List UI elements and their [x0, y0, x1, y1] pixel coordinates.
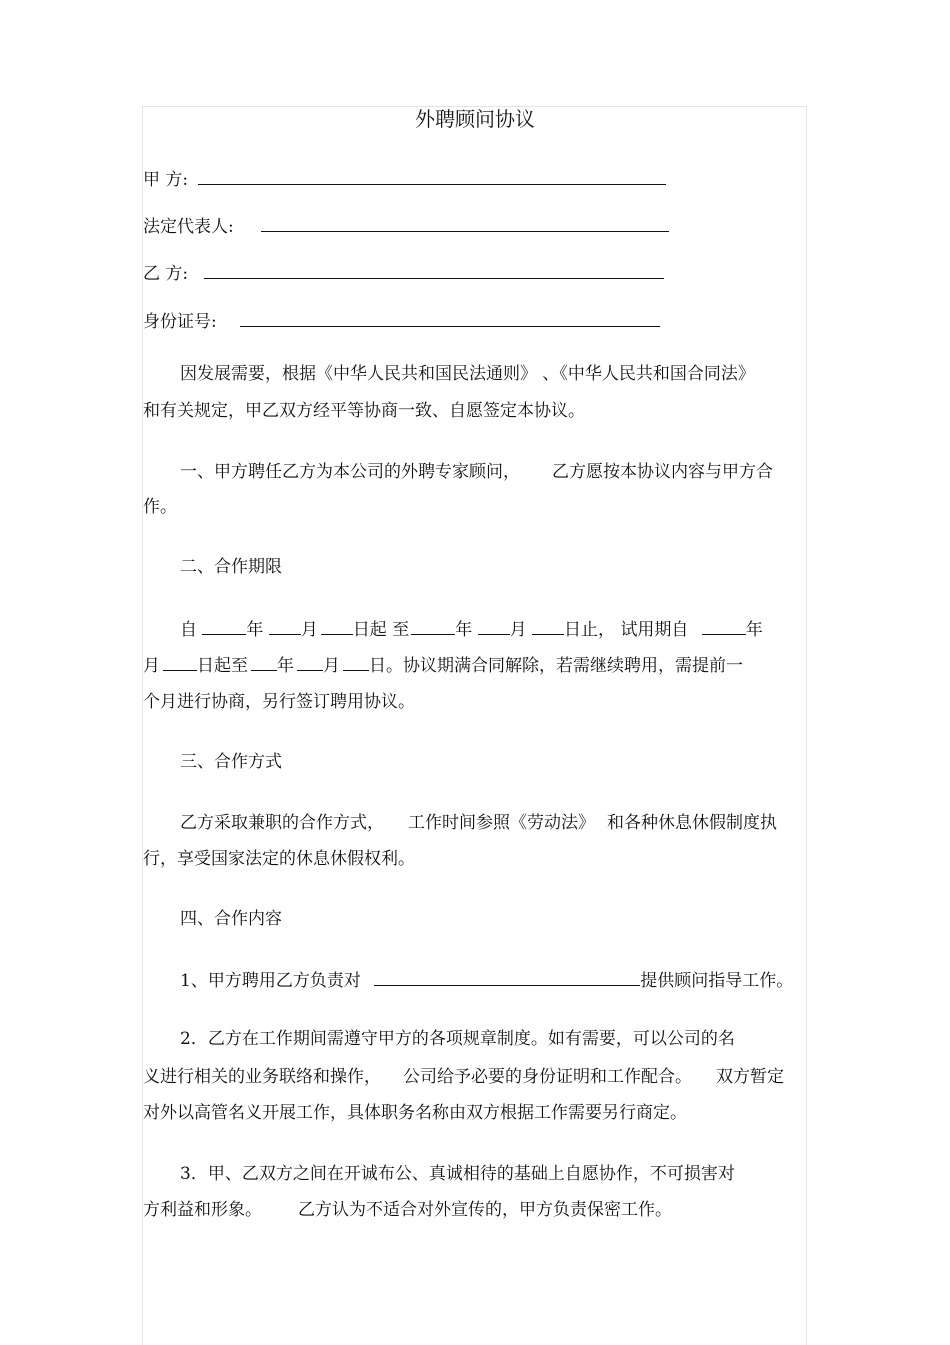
item1-blank[interactable]: [374, 968, 640, 986]
period-line-1: [180, 617, 763, 641]
party-a-label: 甲 方:: [143, 170, 189, 190]
day-end-label: 日止，: [564, 620, 616, 640]
period-line-3: 个月进行协商，另行签订聘用协议。: [143, 692, 415, 712]
item2-line-3: 对外以高管名义开展工作，具体职务名称由双方根据工作需要另行商定。: [143, 1103, 687, 1123]
intro-line-1: 因发展需要，根据《中华人民共和国民法通则》 、《中华人民共和国合同法》: [180, 364, 755, 384]
end-year-blank[interactable]: [411, 617, 455, 635]
item3-line-2: [143, 1199, 672, 1221]
year-label: 年: [455, 620, 473, 640]
trial-from-label: 试用期自: [620, 620, 689, 640]
item2-line-2: [143, 1066, 784, 1088]
year-label: 年: [277, 656, 294, 676]
clause1-text-b: 乙方愿按本协议内容与甲方合: [552, 462, 773, 482]
item2-text-c: 双方暂定: [716, 1067, 784, 1087]
id-blank-1[interactable]: [240, 309, 412, 327]
party-b-label: 乙 方:: [143, 264, 189, 284]
clause1-line-2: 作。: [143, 497, 177, 517]
trial-to-label: 日起至: [197, 656, 248, 676]
end-day-blank[interactable]: [532, 617, 564, 635]
party-b-row: [143, 261, 664, 285]
id-label: 身份证号:: [143, 312, 217, 332]
document-title: 外聘顾问协议: [415, 107, 535, 131]
legal-rep-label: 法定代表人:: [143, 217, 234, 237]
year-label: 年: [745, 620, 763, 640]
year-label: 年: [246, 620, 264, 640]
legal-rep-row: [143, 214, 669, 238]
heading-cooperation-mode: 三、合作方式: [180, 752, 282, 772]
item3-line-1: 3．甲、乙双方之间在开诚布公、真诚相待的基础上自愿协作，不可损害对: [180, 1164, 735, 1184]
page-frame: [142, 106, 807, 1345]
party-b-blank[interactable]: [204, 261, 664, 279]
mode-line-2: 行，享受国家法定的休息休假权利。: [143, 849, 415, 869]
mode-text-b: 工作时间参照《劳动法》: [408, 813, 595, 833]
month-label: 月: [300, 620, 318, 640]
item3-text-a: 方利益和形象。: [143, 1200, 262, 1220]
id-blank-2[interactable]: [412, 309, 660, 327]
trial-end-month-blank[interactable]: [297, 653, 323, 671]
item1-prefix: 1、甲方聘用乙方负责对: [180, 971, 361, 991]
heading-cooperation-content: 四、合作内容: [180, 909, 282, 929]
month-label: 月: [323, 656, 340, 676]
item2-text-a: 义进行相关的业务联络和操作，: [143, 1067, 381, 1087]
intro-line-2: 和有关规定，甲乙双方经平等协商一致、自愿签定本协议。: [143, 401, 585, 421]
start-year-blank[interactable]: [202, 617, 246, 635]
id-row: [143, 309, 660, 333]
trial-end-year-blank[interactable]: [251, 653, 277, 671]
party-a-blank[interactable]: [198, 167, 666, 185]
day-start-label: 日起: [352, 620, 387, 640]
to-label: 至: [392, 620, 410, 640]
mode-text-a: 乙方采取兼职的合作方式，: [180, 813, 384, 833]
mode-text-c: 和各种休息休假制度执: [607, 813, 777, 833]
item2-line-1: 2．乙方在工作期间需遵守甲方的各项规章制度。如有需要，可以公司的名: [180, 1029, 735, 1049]
item3-text-b: 乙方认为不适合对外宣传的，甲方负责保密工作。: [298, 1200, 672, 1220]
period-from-label: 自: [180, 620, 197, 640]
clause1-line-1: [180, 461, 773, 483]
item1-suffix: 提供顾问指导工作。: [640, 971, 794, 991]
month-label: 月: [143, 656, 160, 676]
end-month-blank[interactable]: [478, 617, 510, 635]
legal-rep-blank[interactable]: [261, 214, 669, 232]
period-line-2: [143, 653, 743, 677]
item2-text-b: 公司给予必要的身份证明和工作配合。: [403, 1067, 692, 1087]
heading-cooperation-period: 二、合作期限: [180, 557, 282, 577]
month-label: 月: [509, 620, 527, 640]
clause1-text-a: 一、甲方聘任乙方为本公司的外聘专家顾问，: [180, 462, 520, 482]
period-end-text: 日。协议期满合同解除，若需继续聘用，需提前一: [369, 656, 743, 676]
party-a-row: [143, 167, 666, 191]
trial-start-year-blank[interactable]: [702, 617, 746, 635]
mode-line-1: [180, 812, 777, 834]
item1-line: [180, 968, 793, 992]
trial-start-day-blank[interactable]: [163, 653, 197, 671]
start-day-blank[interactable]: [321, 617, 353, 635]
trial-end-day-blank[interactable]: [343, 653, 369, 671]
start-month-blank[interactable]: [269, 617, 301, 635]
